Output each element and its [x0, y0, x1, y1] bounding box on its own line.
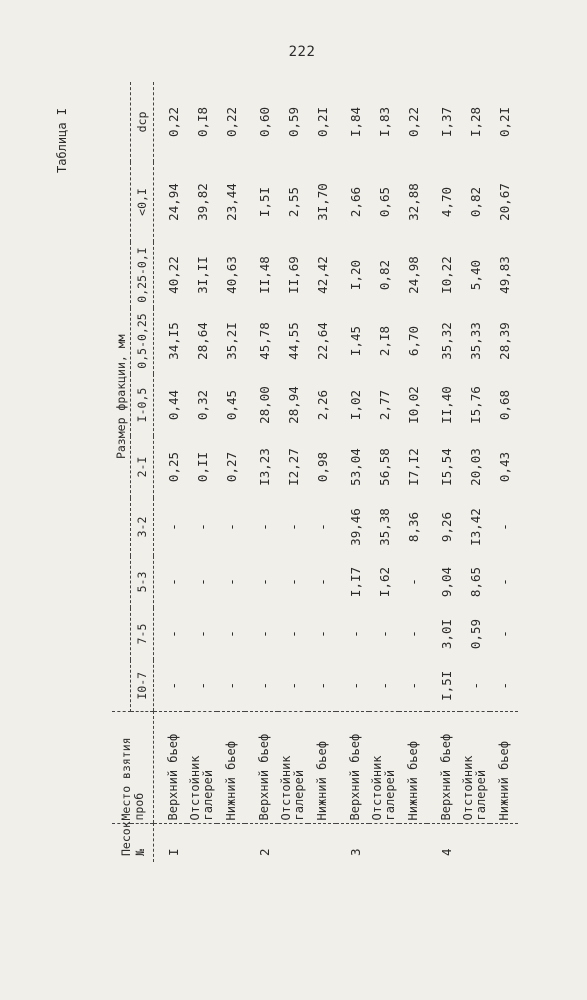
fraction-value: - [336, 660, 369, 712]
fraction-value: 0,45 [223, 389, 239, 421]
header-fraction-5: I-0,5 [131, 374, 154, 436]
sand-number [460, 824, 490, 862]
fraction-value: 2,66 [347, 186, 363, 218]
fraction-value: 0,60 [256, 106, 272, 138]
fraction-value: - [256, 578, 272, 586]
sample-place: Отстойник галерей [278, 712, 308, 824]
fraction-value: - [369, 660, 399, 712]
fraction-value: - [405, 630, 421, 638]
fraction-value: I,02 [347, 389, 363, 421]
fraction-value: - [278, 660, 308, 712]
fraction-value: - [496, 578, 512, 586]
fraction-value: I0,02 [405, 386, 421, 424]
table-row [245, 82, 278, 862]
fraction-value: - [223, 578, 239, 586]
fraction-value: - [314, 630, 330, 638]
fraction-value: - [165, 578, 181, 586]
fraction-value: 0,98 [314, 451, 330, 483]
fraction-value: - [347, 630, 363, 638]
fraction-value: 2,26 [314, 389, 330, 421]
fraction-value: - [165, 630, 181, 638]
header-fraction-0: I0-7 [131, 660, 154, 712]
fraction-value: 0,2I [496, 106, 512, 138]
header-fraction-4: 2-I [131, 436, 154, 498]
fraction-value: I7,I2 [405, 448, 421, 486]
sample-place: Верхний бьеф [336, 712, 369, 824]
fraction-value: I,I7 [347, 566, 363, 598]
sand-number [369, 824, 399, 862]
header-fraction-8: <0,I [131, 162, 154, 242]
header-fraction-1: 7-5 [131, 608, 154, 660]
sand-number [187, 824, 217, 862]
fraction-value: 22,64 [314, 322, 330, 360]
fraction-value: 3,0I [438, 618, 454, 650]
fraction-value: 24,94 [165, 183, 181, 221]
fraction-value: 0,68 [496, 389, 512, 421]
sample-place: Нижний бьеф [490, 712, 518, 824]
fraction-value: 0,2I [314, 106, 330, 138]
fraction-value: I,5I [427, 660, 460, 712]
fraction-value: I5,54 [438, 448, 454, 486]
fraction-value: II,48 [256, 256, 272, 294]
fraction-value: - [490, 660, 518, 712]
table-row [217, 82, 245, 862]
fraction-value: 3I,70 [314, 183, 330, 221]
fraction-value: - [308, 660, 336, 712]
fraction-value: 0,32 [194, 389, 210, 421]
header-fraction-3: 3-2 [131, 498, 154, 556]
sand-number [490, 824, 518, 862]
fraction-value: 39,46 [347, 508, 363, 546]
sand-number [308, 824, 336, 862]
sample-place: Отстойник галерей [369, 712, 399, 824]
fraction-value: - [194, 578, 210, 586]
fraction-value: - [245, 660, 278, 712]
fraction-value: 44,55 [285, 322, 301, 360]
fraction-value: 40,63 [223, 256, 239, 294]
fraction-value: 20,03 [467, 448, 483, 486]
fraction-value: I,5I [256, 186, 272, 218]
header-fraction-7: 0,25-0,I [131, 242, 154, 308]
fraction-value: - [460, 660, 490, 712]
fraction-value: 2,55 [285, 186, 301, 218]
fraction-value: II,69 [285, 256, 301, 294]
fraction-value: - [256, 523, 272, 531]
fraction-value: 3I,II [194, 256, 210, 294]
table-row [336, 82, 369, 862]
sample-place: Отстойник галерей [460, 712, 490, 824]
fraction-value: I,20 [347, 259, 363, 291]
fraction-value: 2,77 [376, 389, 392, 421]
fraction-value: 35,32 [438, 322, 454, 360]
sample-place: Нижний бьеф [308, 712, 336, 824]
table-body [154, 82, 519, 862]
fraction-value: 0,43 [496, 451, 512, 483]
table-caption: Таблица I [55, 108, 69, 174]
fraction-value: - [496, 523, 512, 531]
fraction-value: - [223, 630, 239, 638]
fraction-value: 9,26 [438, 511, 454, 543]
fraction-value: 5,40 [467, 259, 483, 291]
fraction-value: 39,82 [194, 183, 210, 221]
fraction-value: 4,70 [438, 186, 454, 218]
sample-place: Верхний бьеф [154, 712, 188, 824]
header-fraction-6: 0,5-0,25 [131, 308, 154, 374]
sand-number: I [165, 848, 181, 856]
fraction-value: 24,98 [405, 256, 421, 294]
fraction-value: 28,64 [194, 322, 210, 360]
fraction-value: - [285, 630, 301, 638]
fraction-value: I,83 [376, 106, 392, 138]
fraction-value: 0,27 [223, 451, 239, 483]
fraction-value: I,84 [347, 106, 363, 138]
fraction-value: - [187, 660, 217, 712]
sample-place: Верхний бьеф [427, 712, 460, 824]
fraction-value: 8,65 [467, 566, 483, 598]
fraction-value: - [165, 523, 181, 531]
fraction-value: I,28 [467, 106, 483, 138]
fraction-table [112, 82, 518, 862]
fraction-value: 23,44 [223, 183, 239, 221]
fraction-value: 0,25 [165, 451, 181, 483]
fraction-value: I0,22 [438, 256, 454, 294]
fraction-value: - [194, 523, 210, 531]
fraction-value: 35,38 [376, 508, 392, 546]
sand-number [217, 824, 245, 862]
fraction-value: - [256, 630, 272, 638]
fraction-value: 49,83 [496, 256, 512, 294]
header-place: Место взятия проб [112, 712, 154, 824]
fraction-value: - [405, 578, 421, 586]
fraction-value: 53,04 [347, 448, 363, 486]
fraction-value: 20,67 [496, 183, 512, 221]
fraction-value: II,40 [438, 386, 454, 424]
fraction-value: - [223, 523, 239, 531]
fraction-value: 0,I8 [194, 106, 210, 138]
header-fraction-group: Размер фракции, мм [112, 82, 131, 712]
fraction-value: 0,82 [467, 186, 483, 218]
fraction-value: 42,42 [314, 256, 330, 294]
fraction-value: 28,00 [256, 386, 272, 424]
fraction-value: 0,65 [376, 186, 392, 218]
rotated-table-container [112, 82, 560, 862]
table-row [187, 82, 217, 862]
fraction-value: I2,27 [285, 448, 301, 486]
table-row [460, 82, 490, 862]
fraction-value: - [285, 578, 301, 586]
fraction-value: 45,78 [256, 322, 272, 360]
fraction-value: 35,33 [467, 322, 483, 360]
fraction-value: - [314, 578, 330, 586]
table-row [369, 82, 399, 862]
fraction-value: - [154, 660, 188, 712]
fraction-value: 0,59 [285, 106, 301, 138]
fraction-value: - [314, 523, 330, 531]
sand-number: 2 [256, 848, 272, 856]
fraction-value: 2,I8 [376, 325, 392, 357]
fraction-value: - [399, 660, 427, 712]
table-row [490, 82, 518, 862]
sample-place: Нижний бьеф [399, 712, 427, 824]
page-number: 222 [288, 44, 316, 60]
fraction-value: 0,22 [223, 106, 239, 138]
fraction-value: 28,39 [496, 322, 512, 360]
table-row [399, 82, 427, 862]
header-row-top [112, 82, 131, 862]
fraction-value: - [496, 630, 512, 638]
table-row [308, 82, 336, 862]
fraction-value: 0,82 [376, 259, 392, 291]
table-row [154, 82, 188, 862]
table-row [427, 82, 460, 862]
fraction-value: 32,88 [405, 183, 421, 221]
fraction-value: 9,04 [438, 566, 454, 598]
fraction-value: 40,22 [165, 256, 181, 294]
fraction-value: 8,36 [405, 511, 421, 543]
fraction-value: 0,22 [405, 106, 421, 138]
fraction-value: I,45 [347, 325, 363, 357]
sand-number [399, 824, 427, 862]
fraction-value: I3,42 [467, 508, 483, 546]
fraction-value: - [376, 630, 392, 638]
fraction-value: 6,70 [405, 325, 421, 357]
fraction-value: I,62 [376, 566, 392, 598]
header-fraction-9: dср [131, 82, 154, 162]
fraction-value: 0,II [194, 451, 210, 483]
header-fraction-2: 5-3 [131, 556, 154, 608]
sand-number: 3 [347, 848, 363, 856]
sample-place: Нижний бьеф [217, 712, 245, 824]
header-sand-no: Песок № [112, 824, 154, 862]
fraction-value: 34,I5 [165, 322, 181, 360]
fraction-value: 0,44 [165, 389, 181, 421]
fraction-value: 0,22 [165, 106, 181, 138]
fraction-value: 56,58 [376, 448, 392, 486]
fraction-value: - [285, 523, 301, 531]
sand-number: 4 [438, 848, 454, 856]
fraction-value: I3,23 [256, 448, 272, 486]
sand-number [278, 824, 308, 862]
sample-place: Отстойник галерей [187, 712, 217, 824]
fraction-value: 35,2I [223, 322, 239, 360]
fraction-value: - [194, 630, 210, 638]
fraction-value: 28,94 [285, 386, 301, 424]
table-row [278, 82, 308, 862]
fraction-value: I,37 [438, 106, 454, 138]
fraction-value: 0,59 [467, 618, 483, 650]
fraction-value: I5,76 [467, 386, 483, 424]
fraction-value: - [217, 660, 245, 712]
sample-place: Верхний бьеф [245, 712, 278, 824]
